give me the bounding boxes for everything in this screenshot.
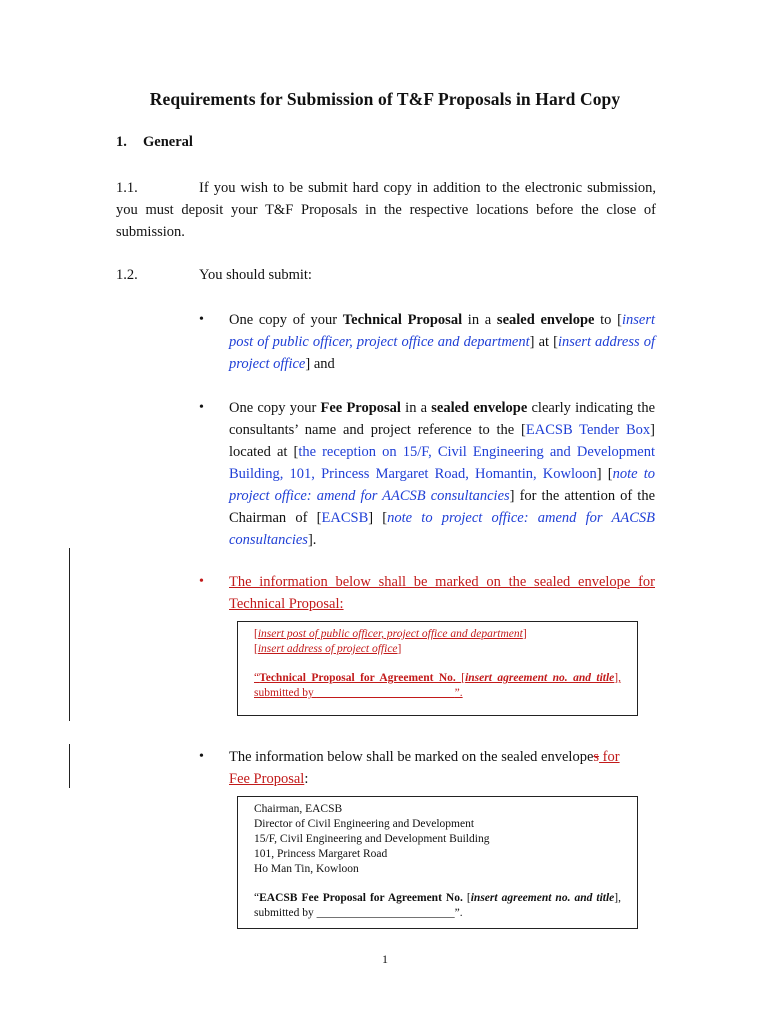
document-title: Requirements for Submission of T&F Proposals in Hard Copy	[149, 89, 621, 109]
page-number: 1	[382, 952, 388, 966]
envelope-marking-text: “EACSB Fee Proposal for Agreement No. [insert agreement no. and title], submitted by ________________________”.	[254, 892, 621, 919]
envelope-marking-text: “Technical Proposal for Agreement No. [insert agreement no. and title], submitted by ________________________”.	[254, 672, 622, 699]
revision-change-bar	[69, 548, 70, 721]
address-line: Ho Man Tin, Kowloon	[254, 863, 359, 875]
technical-envelope-label-box	[237, 621, 638, 716]
section-1-heading	[116, 134, 193, 151]
section-title: General	[143, 134, 193, 150]
address-line: Chairman, EACSB	[254, 803, 343, 815]
bullet-marker: •	[199, 400, 204, 415]
revision-change-bar	[69, 744, 70, 788]
box-line: [insert address of project office]	[254, 643, 402, 655]
paragraph-text: If you wish to be submit hard copy in addition to the electronic submission, you must deposit your T&F Proposals in the respective locations before the close of submission.	[116, 180, 656, 240]
placeholder-text: note to project office: amend for AACSB consultancies	[229, 510, 655, 548]
paragraph-number: 1.1.	[116, 180, 138, 196]
inserted-text: for	[599, 749, 620, 765]
paragraph-number: 1.2.	[116, 267, 138, 283]
bullet-technical-proposal: One copy of your Technical Proposal in a sealed envelope to [insert post of public officer, project office and department] at [insert address of project office] and	[229, 312, 655, 372]
fee-envelope-label-box	[237, 796, 638, 929]
bullet-marker: •	[199, 574, 204, 589]
placeholder-text: insert address of project office	[229, 334, 655, 372]
paragraph-text: You should submit:	[199, 267, 312, 283]
deleted-text: s	[593, 749, 600, 765]
inserted-text: Fee Proposal	[229, 771, 305, 787]
bullet-technical-marking: The information below shall be marked on the sealed envelope for Technical Proposal:	[229, 574, 655, 612]
bullet-fee-proposal: One copy your Fee Proposal in a sealed envelope clearly indicating the consultants’ name and project reference to the [EACSB Tender Box] located at [the reception on 15/F, Civil Engineering and Development Building, 101, Princess Margaret Road, Homantin, Kowloon] [note to project office: amend for AACSB consultancies] for the attention of the Chairman of [EACSB] [note to project office: amend for AACSB consultancies].	[229, 400, 656, 548]
paragraph-1-2	[116, 264, 656, 286]
address-line: Director of Civil Engineering and Development	[254, 818, 475, 830]
address-line: 15/F, Civil Engineering and Development Building	[254, 833, 490, 845]
placeholder-text: note to project office: amend for AACSB consultancies	[229, 466, 655, 504]
section-number: 1.	[116, 134, 127, 150]
placeholder-text: insert post of public officer, project office and department	[229, 312, 655, 350]
paragraph-1-1	[116, 177, 656, 243]
box-line: [insert post of public officer, project office and department]	[254, 628, 527, 640]
bullet-marker: •	[199, 749, 204, 764]
bullet-fee-marking: The information below shall be marked on the sealed envelopes for Fee Proposal:	[229, 749, 620, 787]
bullet-marker: •	[199, 312, 204, 327]
address-line: 101, Princess Margaret Road	[254, 848, 388, 860]
